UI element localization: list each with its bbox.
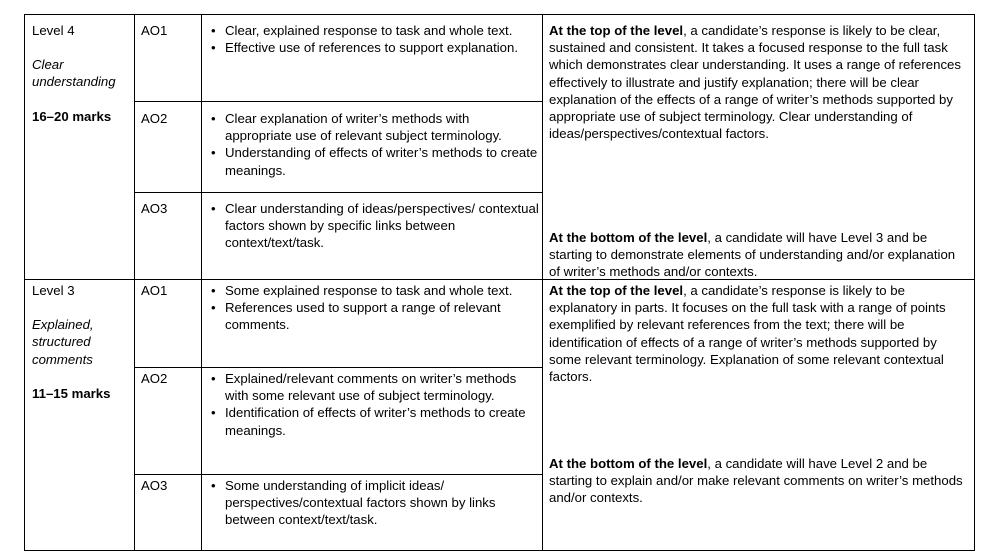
- summary-lead: At the bottom of the level: [549, 456, 708, 471]
- summary-lead: At the top of the level: [549, 23, 684, 38]
- summary-lead: At the top of the level: [549, 283, 684, 298]
- level-descriptor: Clear understanding: [32, 57, 116, 90]
- ao-divider: [134, 474, 542, 475]
- bullet-item: • Effective use of references to support explanation.: [225, 39, 539, 56]
- bullet-item: • Explained/relevant comments on writer’s methods with some relevant use of subject terminology.: [225, 370, 539, 404]
- summary-text: , a candidate will have Level 2 and be starting to explain and/or make relevant comments on writer’s methods and/or contexts.: [549, 456, 963, 506]
- summary-text: , a candidate’s response is likely to be clear, sustained and consistent. It takes a focused response to the full task which demonstrates clear understanding. It uses a range of references effectively to illustrate and justify explanation; there will be clear explanation of the effects of a range of writer’s methods supported by appropriate use of subject terminology. Clear understanding of ideas/perspectives/contextual factors.: [549, 23, 961, 142]
- summary-lead: At the bottom of the level: [549, 230, 708, 245]
- level-descriptor: Explained, structured comments: [32, 317, 94, 367]
- ao-code: AO2: [141, 371, 168, 386]
- ao-code: AO2: [141, 111, 168, 126]
- summary-text: , a candidate’s response is likely to be explanatory in parts. It focuses on the full task with a range of points exemplified by relevant references from the text; there will be identification of effects of a range of writer’s methods supported by some relevant terminology. Explanation of some relevant contextual factors.: [549, 283, 946, 385]
- bullet-item: • Clear, explained response to task and whole text.: [225, 22, 539, 39]
- ao-descriptor: [205, 22, 539, 56]
- ao-descriptor: [205, 282, 539, 334]
- level-marks: 11–15 marks: [32, 385, 111, 401]
- ao-descriptor: [205, 110, 539, 179]
- table-border-top: [24, 14, 975, 15]
- level-summary-bottom: [549, 229, 969, 281]
- table-border-left: [24, 14, 25, 551]
- level-summary-bottom: [549, 455, 969, 507]
- level-summary-top: [549, 282, 969, 385]
- level-name: Level 3: [32, 283, 75, 298]
- ao-code: AO1: [141, 283, 168, 298]
- bullet-item: • Understanding of effects of writer’s methods to create meanings.: [225, 144, 539, 178]
- level-summary-top: [549, 22, 969, 142]
- column-divider: [201, 14, 202, 551]
- bullet-item: • References used to support a range of relevant comments.: [225, 299, 539, 333]
- bullet-item: • Clear explanation of writer’s methods with appropriate use of relevant subject terminology.: [225, 110, 539, 144]
- table-border-right: [974, 14, 975, 551]
- bullet-item: • Clear understanding of ideas/perspectives/ contextual factors shown by specific links between context/text/task.: [225, 200, 539, 252]
- ao-divider: [134, 101, 542, 102]
- ao-divider: [134, 192, 542, 193]
- level-cell: [32, 282, 134, 402]
- summary-text: , a candidate will have Level 3 and be starting to demonstrate elements of understanding and/or explanation of writer’s methods and/or contexts.: [549, 230, 956, 280]
- level-cell: [32, 22, 134, 125]
- ao-descriptor: [205, 370, 539, 439]
- level-name: Level 4: [32, 23, 75, 38]
- ao-descriptor: [205, 477, 539, 529]
- column-divider: [542, 14, 543, 551]
- ao-code: AO3: [141, 478, 168, 493]
- column-divider: [134, 14, 135, 551]
- bullet-item: • Identification of effects of writer’s methods to create meanings.: [225, 404, 539, 438]
- table-border-bottom: [24, 550, 975, 551]
- level-marks: 16–20 marks: [32, 108, 112, 124]
- ao-descriptor: [205, 200, 539, 252]
- mark-scheme-table: [24, 14, 975, 551]
- ao-code: AO3: [141, 201, 168, 216]
- bullet-item: • Some explained response to task and whole text.: [225, 282, 539, 299]
- bullet-item: • Some understanding of implicit ideas/ perspectives/contextual factors shown by links between context/text/task.: [225, 477, 539, 529]
- ao-divider: [134, 367, 542, 368]
- ao-code: AO1: [141, 23, 168, 38]
